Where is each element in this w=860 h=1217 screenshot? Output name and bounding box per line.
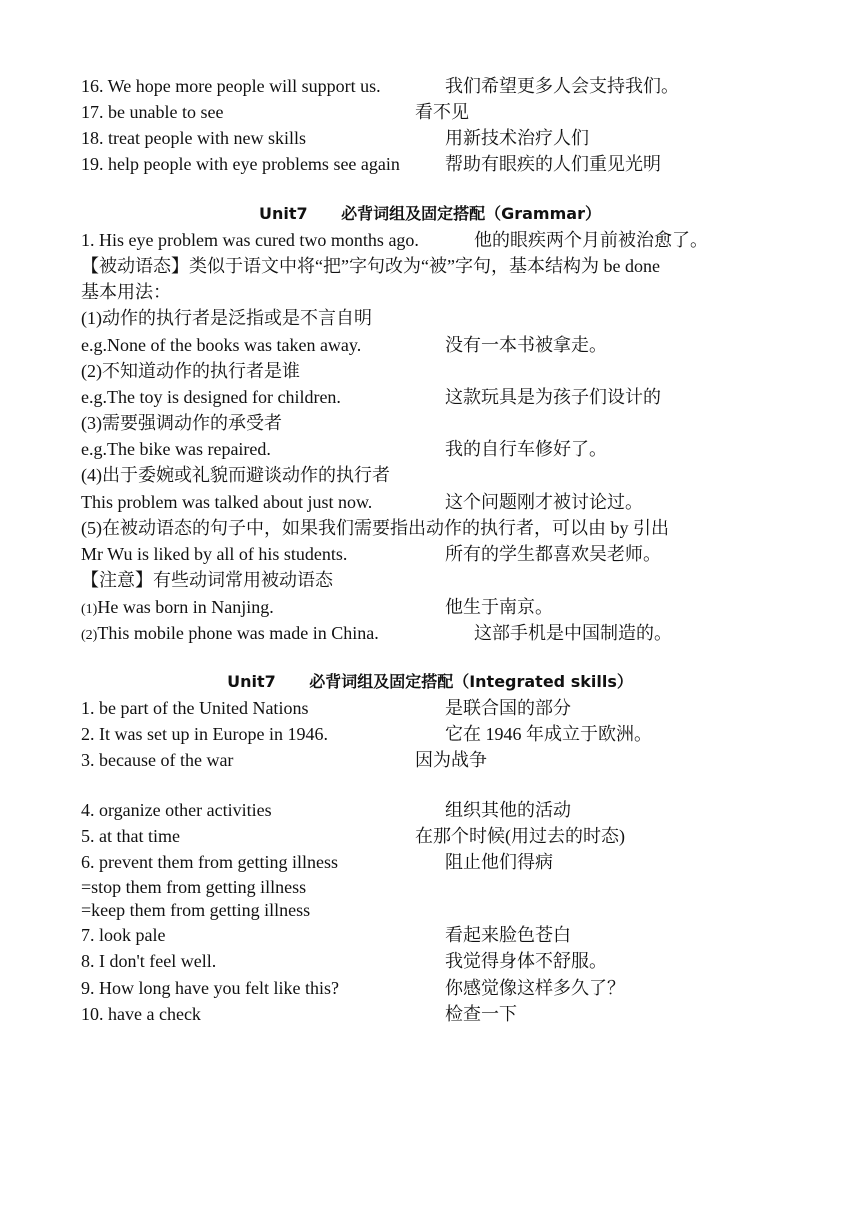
integrated-en-6-alt-1: =stop them from getting illness [81,877,307,897]
integrated-zh-4: 组织其他的活动 [445,800,571,820]
integrated-zh-6: 阻止他们得病 [445,852,553,872]
usage-1-title: (1)动作的执行者是泛指或是不言自明 [81,308,372,328]
usage-1-example-en: e.g.None of the books was taken away. [81,335,362,355]
note-example-1-en: He was born in Nanjing. [97,597,274,617]
usage-4-example-zh: 这个问题刚才被讨论过。 [445,492,643,512]
integrated-en-8: 8. I don't feel well. [81,951,217,971]
integrated-zh-10: 检查一下 [445,1004,517,1024]
usage-3-example-en: e.g.The bike was repaired. [81,439,271,459]
grammar-item-1-zh: 他的眼疾两个月前被治愈了。 [474,230,708,250]
integrated-en-10: 10. have a check [81,1004,201,1024]
usage-5-example-en: Mr Wu is liked by all of his students. [81,544,348,564]
note-example-2-zh: 这部手机是中国制造的。 [474,623,672,643]
integrated-zh-2: 它在 1946 年成立于欧洲。 [445,724,652,744]
usage-2-title: (2)不知道动作的执行者是谁 [81,361,300,381]
usage-4-example-en: This problem was talked about just now. [81,492,373,512]
integrated-zh-3: 因为战争 [415,750,487,770]
integrated-zh-1: 是联合国的部分 [445,698,571,718]
integrated-en-2: 2. It was set up in Europe in 1946. [81,724,328,744]
basic-usage-label: 基本用法： [81,282,171,302]
integrated-en-9: 9. How long have you felt like this? [81,978,339,998]
note-example-1 [81,596,274,621]
note-example-2-number: (2) [81,628,98,643]
integrated-en-4: 4. organize other activities [81,800,272,820]
note-example-1-zh: 他生于南京。 [445,597,553,617]
integrated-en-6: 6. prevent them from getting illness [81,852,338,872]
usage-2-example-en: e.g.The toy is designed for children. [81,387,341,407]
grammar-item-1-en: 1. His eye problem was cured two months ago. [81,230,419,250]
phrase-zh-18: 用新技术治疗人们 [445,128,589,148]
integrated-en-3: 3. because of the war [81,750,234,770]
phrase-en-18: 18. treat people with new skills [81,128,306,148]
integrated-zh-7: 看起来脸色苍白 [445,925,571,945]
passive-voice-intro: 【被动语态】类似于语文中将“把”字句改为“被”字句，基本结构为 be done [81,256,660,276]
grammar-heading: Unit7 必背词组及固定搭配（Grammar） [259,204,601,223]
usage-3-example-zh: 我的自行车修好了。 [445,439,607,459]
integrated-en-5: 5. at that time [81,826,180,846]
usage-5-title: (5)在被动语态的句子中，如果我们需要指出动作的执行者，可以由 by 引出 [81,518,669,538]
integrated-zh-5: 在那个时候(用过去的时态) [415,826,625,846]
phrase-zh-17: 看不见 [415,102,469,122]
integrated-zh-8: 我觉得身体不舒服。 [445,951,607,971]
phrase-en-19: 19. help people with eye problems see again [81,154,400,174]
phrase-en-16: 16. We hope more people will support us. [81,76,381,96]
usage-1-example-zh: 没有一本书被拿走。 [445,335,607,355]
usage-5-example-zh: 所有的学生都喜欢吴老师。 [445,544,661,564]
integrated-en-6-alt-2: =keep them from getting illness [81,900,311,920]
integrated-en-7: 7. look pale [81,925,166,945]
phrase-en-17: 17. be unable to see [81,102,224,122]
integrated-en-1: 1. be part of the United Nations [81,698,309,718]
usage-3-title: (3)需要强调动作的承受者 [81,413,282,433]
note-title: 【注意】有些动词常用被动语态 [81,570,333,590]
note-example-2 [81,622,379,647]
phrase-zh-16: 我们希望更多人会支持我们。 [445,76,679,96]
usage-4-title: (4)出于委婉或礼貌而避谈动作的执行者 [81,465,390,485]
integrated-zh-9: 你感觉像这样多久了？ [445,978,625,998]
note-example-1-number: (1) [81,602,98,617]
integrated-skills-heading: Unit7 必背词组及固定搭配（Integrated skills） [227,672,633,691]
phrase-zh-19: 帮助有眼疾的人们重见光明 [445,154,661,174]
usage-2-example-zh: 这款玩具是为孩子们设计的 [445,387,661,407]
note-example-2-en: This mobile phone was made in China. [97,623,379,643]
